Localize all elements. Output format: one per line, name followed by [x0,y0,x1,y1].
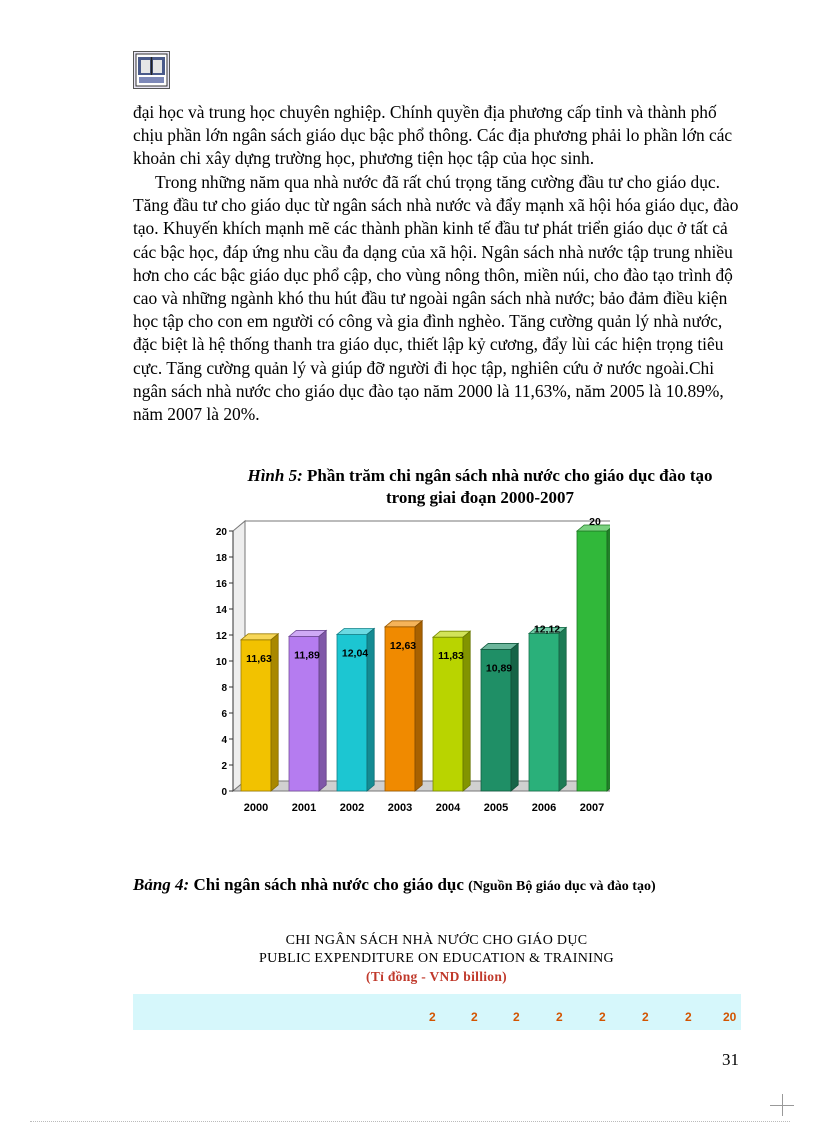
year-cell: 2 [642,1010,649,1024]
body-paragraph-1: đại học và trung học chuyên nghiệp. Chính quyền địa phương cấp tỉnh và thành phố chịu phần lớn ngân sách giáo dục bậc phổ thông. Các địa phương phải lo phần lớn các khoản chi xây dựng trường học, phương tiện học tập của học sinh. [133,102,733,169]
x-tick-label: 2006 [531,802,557,814]
year-cell: 2 [513,1010,520,1024]
x-tick-label: 2005 [483,802,509,814]
table-unit: (Tỉ đồng - VND billion) [366,969,507,984]
x-tick-label: 2002 [339,802,365,814]
year-cell: 2 [685,1010,692,1024]
bar-front [577,531,607,791]
figure-title-line-1: Phần trăm chi ngân sách nhà nước cho giáo dục đào tạo [307,466,713,485]
year-cell: 20 [723,1010,737,1024]
corner-mark [770,1105,794,1106]
bar-value-label: 11,63 [246,652,272,665]
bar-value-label: 10,89 [485,662,513,675]
x-tick-label: 2004 [435,802,461,814]
figure-title-line-2: trong giai đoạn 2000-2007 [385,488,575,507]
bar-side [271,634,278,791]
y-tick-label: 14 [215,605,227,616]
y-tick-label: 10 [215,657,227,668]
budget-bar-chart [215,515,610,820]
table-heading-vi: CHI NGÂN SÁCH NHÀ NƯỚC CHO GIÁO DỤC [285,933,588,948]
table-header-band [133,994,741,1030]
y-tick-label: 12 [215,631,227,642]
bar-side [607,525,610,791]
y-tick-label: 2 [221,761,227,772]
table-caption [133,875,656,895]
year-cell: 2 [471,1010,478,1024]
y-tick-label: 20 [215,527,227,538]
y-tick-label: 16 [215,579,227,590]
page-bottom-border [30,1121,790,1122]
year-cell: 2 [429,1010,436,1024]
bar-value-label: 11,83 [438,650,464,663]
body-paragraph-2: Trong những năm qua nhà nước đã rất chú trọng tăng cường đầu tư cho giáo dục. Tăng đầu tư cho giáo dục từ ngân sách nhà nước và đẩy mạnh xã hội hóa giáo dục, đào tạo. Khuyến khích mạnh mẽ các thành phần kinh tế đầu tư phát triển giáo dục ở tất cả các bậc học, đáp ứng nhu cầu đa dạng của xã hội. Ngân sách nhà nước tập trung nhiều hơn cho các bậc giáo dục phổ cập, cho vùng nông thôn, miền núi, cho đào tạo trình độ cao và những ngành khó thu hút đầu tư ngoài ngân sách nhà nước; bảo đảm điều kiện học tập cho con em người có công và gia đình nghèo. Tăng cường quản lý nhà nước, đặc biệt là hệ thống thanh tra giáo dục, thiết lập kỷ cương, đẩy lùi các hiện trọng tiêu cực. Tăng cường quản lý và giúp đỡ người đi học tập, nghiên cứu ở nước ngoài.Chi ngân sách nhà nước cho giáo dục đào tạo năm 2000 là 11,63%, năm 2005 là 10.89%, năm 2007 là 20%. [133,172,739,425]
bar-value-label: 12,63 [389,639,417,652]
page-number: 31 [722,1050,739,1069]
figure-caption [200,465,760,509]
year-cell: 2 [599,1010,606,1024]
bar-value-label: 12,12 [533,623,561,636]
table-heading [133,932,740,986]
bar-side [319,630,326,791]
book-logo-icon [133,51,170,89]
table-title: Chi ngân sách nhà nước cho giáo dục [193,875,464,894]
year-cell: 2 [556,1010,563,1024]
y-tick-label: 0 [221,787,227,798]
bar-value-label: 12,04 [341,647,369,660]
figure-label: Hình 5: [247,466,303,485]
x-tick-label: 2007 [579,802,605,814]
bar-value-label: 11,89 [294,649,320,662]
table-source: (Nguồn Bộ giáo dục và đào tạo) [468,879,656,894]
y-tick-label: 18 [215,553,227,564]
bar-side [463,631,470,791]
table-label: Bảng 4: [133,875,190,894]
bar-front [529,633,559,791]
bar-value-label: 20 [589,516,601,528]
x-tick-label: 2001 [291,802,317,814]
x-tick-label: 2003 [387,802,413,814]
x-tick-label: 2000 [243,802,269,814]
y-tick-label: 4 [221,735,227,746]
y-tick-label: 6 [221,709,227,720]
table-heading-en: PUBLIC EXPENDITURE ON EDUCATION & TRAINING [259,951,614,966]
bar-side [559,627,566,791]
y-tick-label: 8 [221,683,227,694]
